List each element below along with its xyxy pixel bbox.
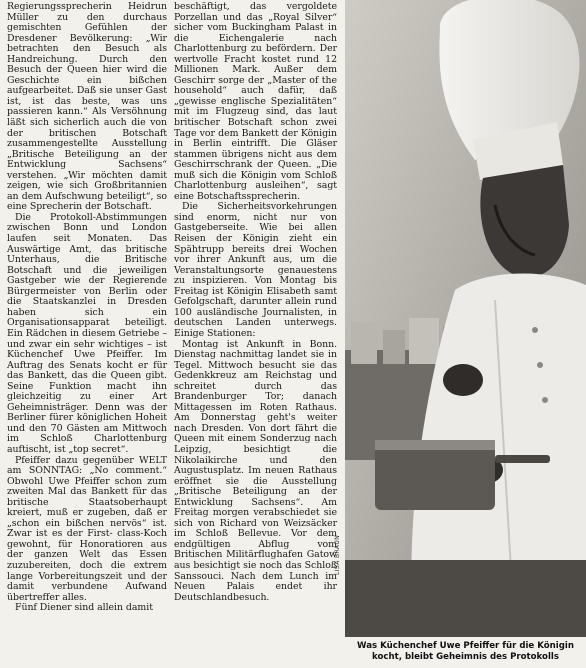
paragraph: Regierungssprecherin Heidrun Müller zu den durchaus gemischten Gefühlen der Dresdener Bevölkerung: „Wir betrachten den Besuch als Handreichung. Durch den Besuch der Queen hier wird die Geschichte ein bißchen aufgearbeitet. Daß sie unser Gast ist, ist das beste, was uns passieren kann.“ Als Versöhnung läßt sich sicherlich auch die von der britischen Botschaft zusammengestellte Ausstellung „Britische Beteiligung an der Entwicklung Sachsens“ verstehen. „Wir möchten damit zeigen, wie sich Großbritannien an dem Aufschwung beteiligt“, so eine Sprecherin der Botschaft. [7, 1, 167, 213]
paragraph: Die Sicherheitsvorkehrungen sind enorm, nicht nur von Gastgeberseite. Wie bei allen Reisen der Königin zieht ein Spähtrupp bereits drei Wochen vor ihrer Ankunft aus, um die Veranstaltungsorte genauestens zu inspizieren. Von Montag bis Freitag ist Königin Elisabeth samt Gefolgschaft, darunter allein rund 100 ausländische Journalisten, in deutschen Landen unterwegs. Einige Stationen: [174, 201, 337, 339]
paragraph: beschäftigt, das vergoldete Porzellan und das „Royal Silver“ sicher vom Buckingham Palast in die Eichengalerie nach Charlottenburg zu befördern. Der wertvolle Fracht kostet rund 12 Millionen Mark. Außer dem Geschirr sorge der „Master of the household“ auch dafür, daß „gewisse englische Spezialitäten“ mit im Flugzeug sind, das laut britischer Botschaft schon zwei Tage vor dem Bankett der Königin in Berlin eintrifft. Die Gläser stammen übrigens nicht aus dem Geschirrschrank der Queen. „Die muß sich die Königin vom Schloß Charlottenburg ausleihen“, sagt eine Botschaftssprecherin. [174, 1, 337, 202]
paragraph: Pfeiffer dazu gegenüber WELT am SONNTAG: „No comment.“ Obwohl Uwe Pfeiffer schon zum zweiten Mal das Bankett für das britische Staatsoberhaupt kreiert, muß er zugeben, daß er „schon ein bißchen nervös“ ist. Zwar ist es der First- class-Koch gewohnt, für Honoratioren aus der ganzen Welt das Essen zuzubereiten, doch die extrem lange Vorbereitungszeit und der damit verbundene Aufwand übertreffer alles. [7, 454, 167, 603]
paragraph: Fünf Diener sind allein damit [15, 602, 153, 614]
chef-photo [345, 0, 586, 637]
chef-photo-illustration [345, 0, 586, 637]
article-column-2 [174, 2, 337, 603]
paragraph: Die Protokoll-Abstimmungen zwischen Bonn und London laufen seit Monaten. Das Auswärtige Amt, das britische Unterhaus, die Britische Botschaft und die jeweiligen Gastgeber wie der Regierende Bürgermeister von Berlin oder die Staatskanzlei in Dresden haben sich ein Organisationsapparat beteiligt. Ein Rädchen in diesem Getriebe – und zwar ein sehr wichtiges – ist Küchenchef Uwe Pfeiffer. Im Auftrag des Senats kocht er für das Bankett, das die Queen gibt. Seine Funktion macht ihn gleichzeitig zu einer Art Geheimnisträger. Denn was der Berliner fürer königlichen Hoheit und den 70 Gästen am Mittwoch im Schloß Charlottenburg auftischt, ist „top secret“. [7, 211, 167, 455]
photo-credit: LISA BRAUN [334, 534, 341, 575]
article-column-1 [7, 2, 167, 614]
photo-caption: Was Küchenchef Uwe Pfeiffer für die Königin kocht, bleibt Geheimnis des Protokolls [357, 641, 574, 662]
paragraph: Montag ist Ankunft in Bonn. Dienstag nachmittag landet sie in Tegel. Mittwoch besucht sie das Gedenkkreuz am Reichstag und schreitet durch das Brandenburger Tor; danach Mittagessen im Roten Rathaus. Am Donnerstag geht's weiter nach Dresden. Von dort fährt die Queen mit einem Sonderzug nach Leipzig, besichtigt die Nikolaikirche und den Augustusplatz. Im neuen Rathaus eröffnet sie die Ausstellung „Britische Beteiligung an der Entwicklung Sachsens“. Am Freitag morgen verabschiedet sie sich von Richard von Weizsäcker im Schloß Bellevue. Vor dem endgültigen Abflug vom Britischen Militärflughafen Gatow aus besichtigt sie noch das Schloß Sanssouci. Nach dem Lunch im Neuen Palais endet ihr Deutschlandbesuch. [174, 338, 337, 603]
